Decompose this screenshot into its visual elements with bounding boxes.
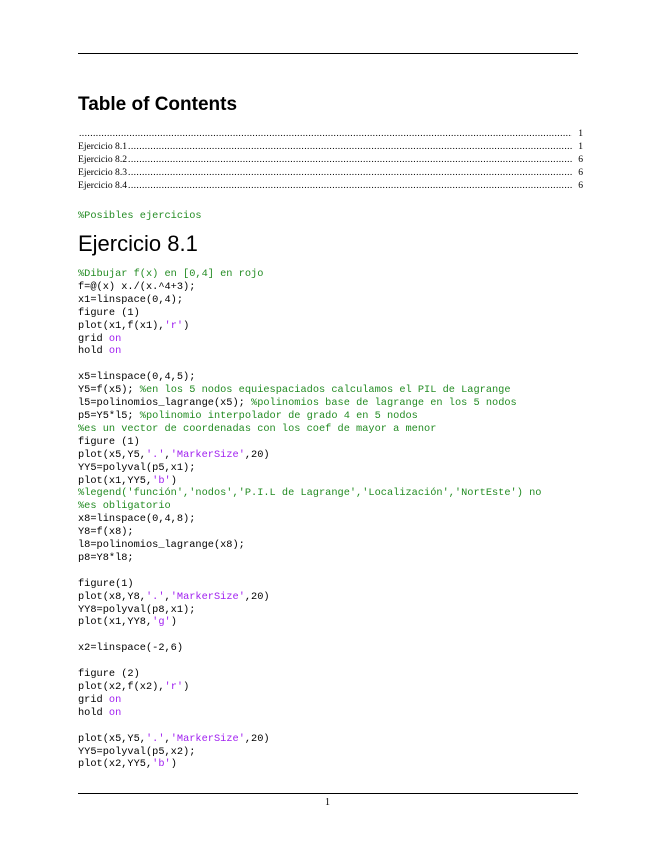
code-line	[78, 513, 195, 525]
code-line	[78, 733, 270, 745]
code-line	[78, 539, 245, 551]
toc-entry-page: 6	[578, 167, 583, 178]
toc-title: Table of Contents	[78, 94, 238, 115]
code-line	[78, 616, 177, 628]
code-comment: %es obligatorio	[78, 500, 171, 513]
toc-entry[interactable]	[78, 167, 583, 180]
toc-entry-page: 1	[578, 128, 583, 139]
code-comment: %legend('función','nodos','P.I.L de Lagrange','Localización','NortEste') no	[78, 487, 542, 500]
code-text: p8=Y8*l8;	[78, 551, 134, 564]
code-text: plot(x1,YY8,	[78, 616, 153, 629]
code-text: plot(x1,f(x1),	[78, 319, 165, 332]
code-text: Y5=f(x5);	[78, 384, 140, 397]
code-text: plot(x8,Y8,	[78, 590, 146, 603]
code-keyword: on	[108, 693, 122, 706]
toc-leader-dots	[128, 141, 572, 152]
code-text: YY8=polyval(p8,x1);	[78, 603, 196, 616]
code-line	[78, 410, 418, 422]
code-line	[78, 384, 511, 396]
code-text: grid	[78, 693, 109, 706]
code-text: ,20)	[244, 590, 270, 603]
toc-entry[interactable]	[78, 141, 583, 154]
code-string: 'g'	[152, 616, 171, 629]
code-text: Y8=f(x8);	[78, 526, 134, 539]
code-string: 'r'	[164, 319, 184, 332]
code-text: plot(x5,Y5,	[78, 448, 146, 461]
code-text: hold	[78, 345, 109, 358]
toc-entry-label[interactable]: Ejercicio 8.4	[78, 180, 128, 191]
code-text: )	[170, 616, 177, 629]
code-text: x8=linspace(0,4,8);	[78, 513, 196, 526]
code-text: )	[183, 319, 190, 332]
code-text: )	[170, 758, 177, 771]
code-line	[78, 707, 121, 719]
code-text: f=@(x) x./(x.^4+3);	[78, 280, 196, 293]
code-line	[78, 307, 140, 319]
code-text: figure(1)	[78, 577, 134, 590]
code-string: '.'	[145, 590, 165, 603]
code-comment: %es un vector de coordenadas con los coef de mayor a menor	[78, 422, 437, 435]
toc-leader-dots	[128, 167, 572, 178]
toc-leader-dots	[79, 128, 572, 139]
code-string: 'r'	[164, 681, 184, 693]
code-line	[78, 281, 195, 293]
code-comment: %polinomios base de lagrange en los 5 nodos	[251, 397, 517, 410]
code-text: YY5=polyval(p5,x2);	[78, 745, 196, 758]
code-comment: %Dibujar f(x) en [0,4] en rojo	[78, 268, 264, 280]
code-comment: %polinomio interpolador de grado 4 en 5 nodos	[139, 409, 418, 422]
code-text: plot(x5,Y5,	[78, 732, 146, 745]
code-line	[78, 371, 195, 383]
code-string: 'b'	[152, 758, 171, 771]
code-keyword: on	[108, 706, 122, 719]
code-string: 'b'	[152, 474, 171, 487]
toc-leader-dots	[128, 180, 572, 191]
code-text: p5=Y5*l5;	[78, 409, 140, 422]
code-line	[78, 668, 140, 680]
code-keyword: on	[108, 332, 122, 345]
code-text: l8=polinomios_lagrange(x8);	[78, 539, 245, 552]
code-keyword: on	[108, 345, 122, 358]
code-text: figure (1)	[78, 435, 140, 448]
code-line	[78, 423, 436, 435]
code-text: )	[170, 474, 177, 487]
toc-entry[interactable]	[78, 180, 583, 193]
code-line	[78, 500, 171, 512]
code-line	[78, 345, 121, 357]
toc-entry-page: 6	[578, 180, 583, 191]
code-text: ,20)	[244, 732, 270, 745]
code-text: x2=linspace(-2,6)	[78, 642, 184, 655]
code-line	[78, 268, 263, 280]
code-line	[78, 591, 270, 603]
toc-entry-label[interactable]: Ejercicio 8.2	[78, 154, 128, 165]
code-comment: %en los 5 nodos equiespaciados calculamos el PIL de Lagrange	[139, 384, 511, 397]
code-line	[78, 333, 121, 345]
code-line	[78, 526, 134, 538]
toc-entry-label[interactable]: Ejercicio 8.1	[78, 141, 128, 152]
code-line	[78, 397, 517, 409]
intro-comment	[78, 210, 202, 223]
code-line	[78, 746, 195, 758]
code-text: figure (2)	[78, 668, 140, 681]
code-line	[78, 758, 177, 770]
code-text: plot(x1,YY5,	[78, 474, 153, 487]
code-line	[78, 681, 189, 693]
code-text: grid	[78, 332, 109, 345]
code-string: '.'	[145, 448, 165, 461]
code-line	[78, 552, 134, 564]
code-line	[78, 462, 195, 474]
code-text: x5=linspace(0,4,5);	[78, 371, 196, 384]
code-text: ,	[164, 448, 171, 461]
code-line	[78, 642, 183, 654]
toc-entry-label[interactable]: Ejercicio 8.3	[78, 167, 128, 178]
table-of-contents	[78, 128, 583, 193]
code-text: x1=linspace(0,4);	[78, 293, 184, 306]
footer-rule	[78, 793, 578, 794]
code-text: ,20)	[244, 448, 270, 461]
code-line	[78, 694, 121, 706]
code-block	[78, 268, 541, 771]
code-text: )	[183, 681, 190, 693]
code-line	[78, 475, 177, 487]
toc-entry[interactable]	[78, 128, 583, 141]
header-rule	[78, 53, 578, 54]
code-line	[78, 487, 541, 499]
code-line	[78, 436, 140, 448]
code-text: ,	[164, 732, 171, 745]
code-line	[78, 578, 134, 590]
intro-comment-text: %Posibles ejercicios	[78, 210, 202, 222]
page-number: 1	[325, 797, 330, 808]
code-text: plot(x2,f(x2),	[78, 681, 165, 693]
toc-entry-page: 1	[578, 141, 583, 152]
code-line	[78, 320, 189, 332]
code-text: ,	[164, 590, 171, 603]
code-text: plot(x2,YY5,	[78, 758, 153, 771]
code-string: 'MarkerSize'	[170, 448, 245, 461]
code-text: figure (1)	[78, 306, 140, 319]
toc-leader-dots	[128, 154, 572, 165]
toc-entry-page: 6	[578, 154, 583, 165]
code-string: 'MarkerSize'	[170, 732, 245, 745]
code-string: 'MarkerSize'	[170, 590, 245, 603]
code-line	[78, 294, 183, 306]
toc-entry[interactable]	[78, 154, 583, 167]
code-line	[78, 604, 195, 616]
section-title: Ejercicio 8.1	[78, 231, 198, 256]
code-text: hold	[78, 706, 109, 719]
code-text: l5=polinomios_lagrange(x5);	[78, 397, 252, 410]
code-string: '.'	[145, 732, 165, 745]
code-line	[78, 449, 270, 461]
code-text: YY5=polyval(p5,x1);	[78, 461, 196, 474]
